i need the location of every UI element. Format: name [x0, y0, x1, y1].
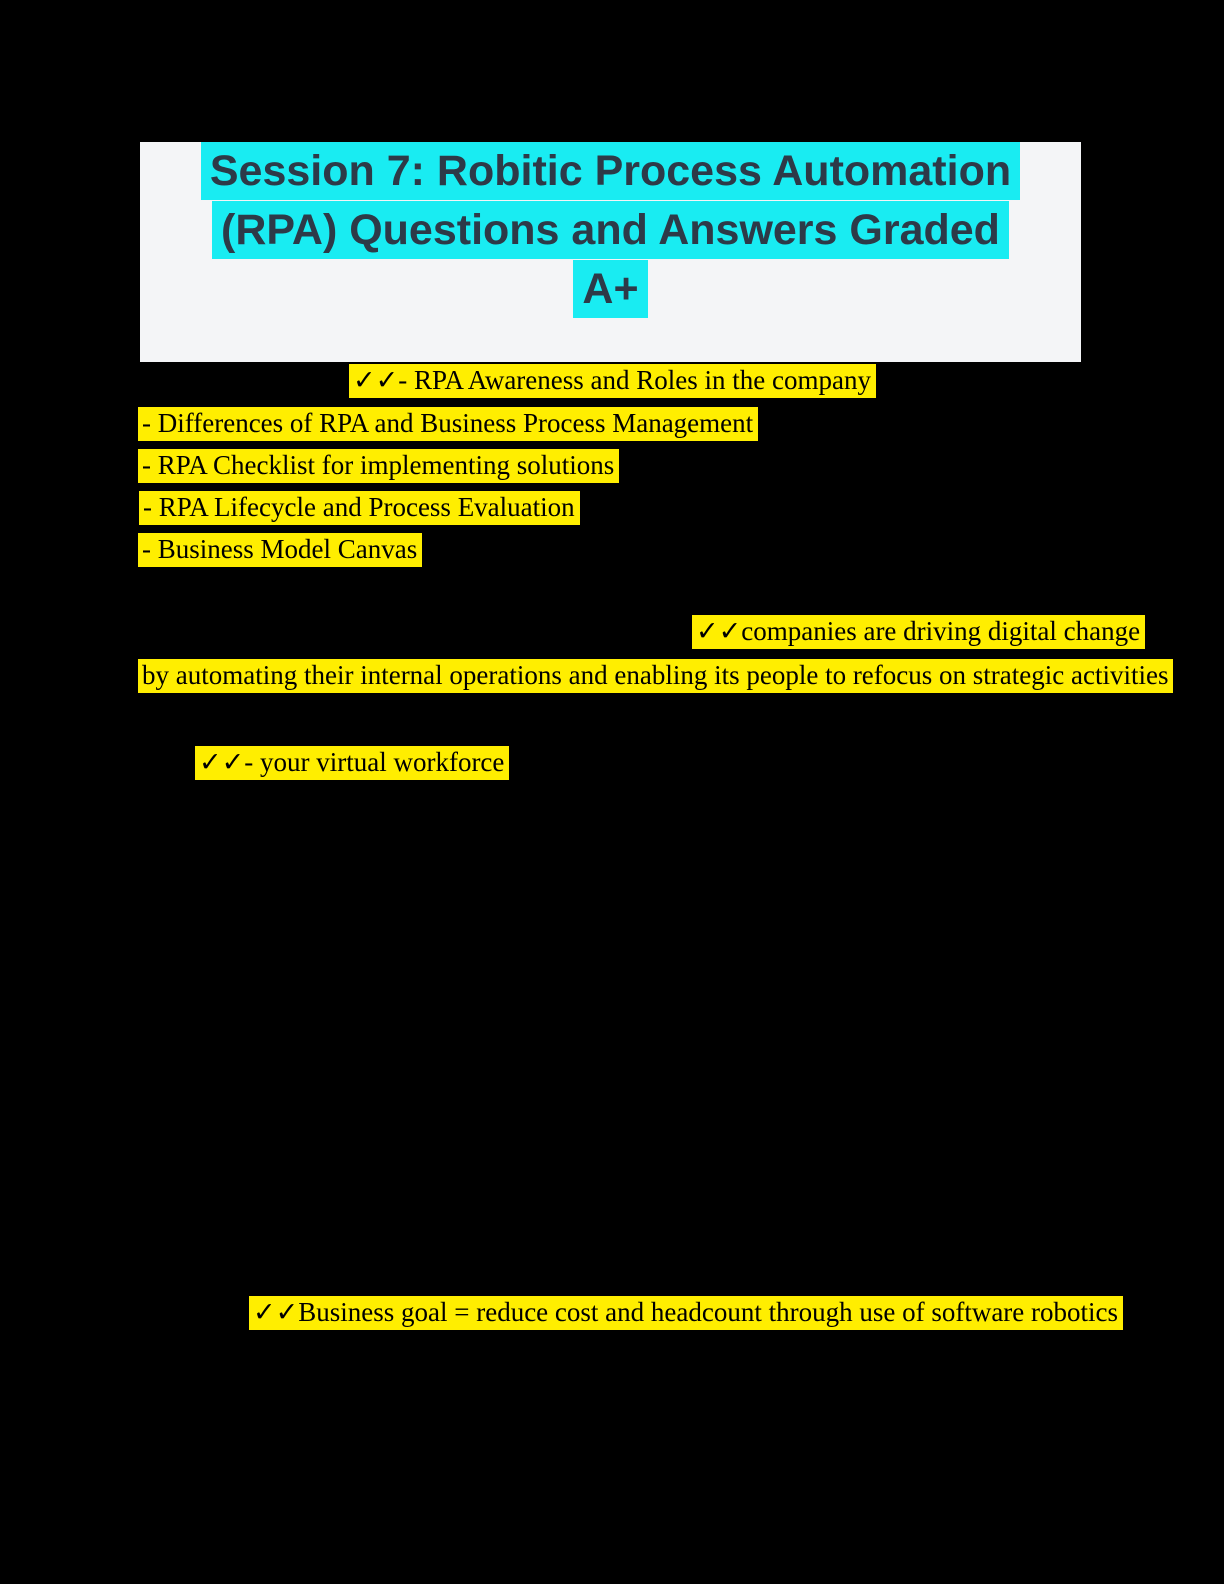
line-automating-operations: by automating their internal operations and enabling its people to refocus on strategic activities — [138, 659, 1173, 693]
line-rpa-awareness: ✓✓- RPA Awareness and Roles in the company — [349, 364, 876, 398]
title-line-3-highlight: A+ — [573, 260, 647, 318]
line-rpa-checklist: - RPA Checklist for implementing solutions — [138, 449, 619, 483]
title-line-2 — [140, 201, 1081, 260]
title-line-3 — [140, 260, 1081, 319]
line-business-model-canvas: - Business Model Canvas — [138, 533, 422, 567]
line-business-goal: ✓✓Business goal = reduce cost and headcount through use of software robotics — [249, 1296, 1123, 1330]
header-panel — [140, 142, 1081, 362]
title-line-2-highlight: (RPA) Questions and Answers Graded — [212, 201, 1009, 259]
document-title — [140, 142, 1081, 319]
title-line-1-highlight: Session 7: Robitic Process Automation — [201, 142, 1020, 200]
title-line-1 — [140, 142, 1081, 201]
line-differences-rpa-bpm: - Differences of RPA and Business Process Management — [138, 407, 758, 441]
line-virtual-workforce: ✓✓- your virtual workforce — [195, 746, 509, 780]
line-companies-digital-change: ✓✓companies are driving digital change — [692, 615, 1145, 649]
line-rpa-lifecycle: - RPA Lifecycle and Process Evaluation — [139, 491, 580, 525]
